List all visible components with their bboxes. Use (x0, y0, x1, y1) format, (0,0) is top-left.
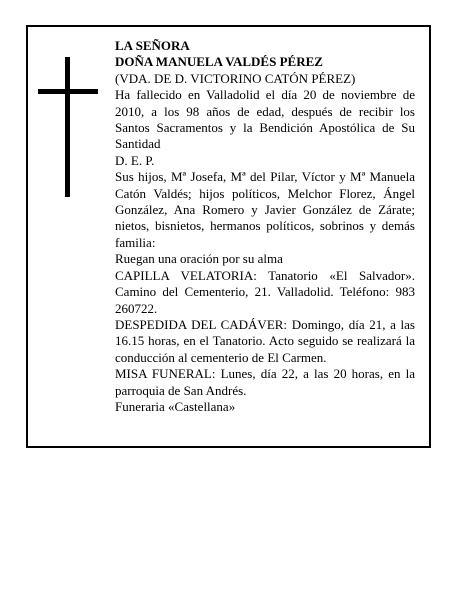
farewell-info: DESPEDIDA DEL CADÁVER: Domingo, día 21, a las 16.15 horas, en el Tanatorio. Acto seguido se realizará la conducción al cementerio de El Carmen. (115, 316, 415, 365)
honorific: LA SEÑORA (115, 38, 190, 53)
death-announcement: Ha fallecido en Valladolid el día 20 de noviembre de 2010, a los 98 años de edad, después de recibir los Santos Sacramentos y la Bendición Apostólica de Su Santidad (115, 87, 415, 152)
deceased-name: DOÑA MANUELA VALDÉS PÉREZ (115, 54, 323, 70)
rip-abbreviation: D. E. P. (115, 152, 155, 168)
funeral-home: Funeraria «Castellana» (115, 398, 236, 414)
widow-of: (VDA. DE D. VICTORINO CATÓN PÉREZ) (115, 70, 356, 86)
cross-icon (38, 57, 98, 197)
family-list: Sus hijos, Mª Josefa, Mª del Pilar, Víctor y Mª Manuela Catón Valdés; hijos políticos, Melchor Florez, Ángel González, Ana Romero y Javier González de Zárate; nietos, bisnietos, hermanos políticos, sobrinos y demás familia: (115, 169, 415, 250)
obituary-text (115, 38, 415, 415)
chapel-info: CAPILLA VELATORIA: Tanatorio «El Salvador». Camino del Cementerio, 21. Valladolid. Teléfono: 983 260722. (115, 267, 415, 316)
prayer-request: Ruegan una oración por su alma (115, 251, 283, 267)
funeral-mass-info: MISA FUNERAL: Lunes, día 22, a las 20 horas, en la parroquia de San Andrés. (115, 366, 415, 398)
